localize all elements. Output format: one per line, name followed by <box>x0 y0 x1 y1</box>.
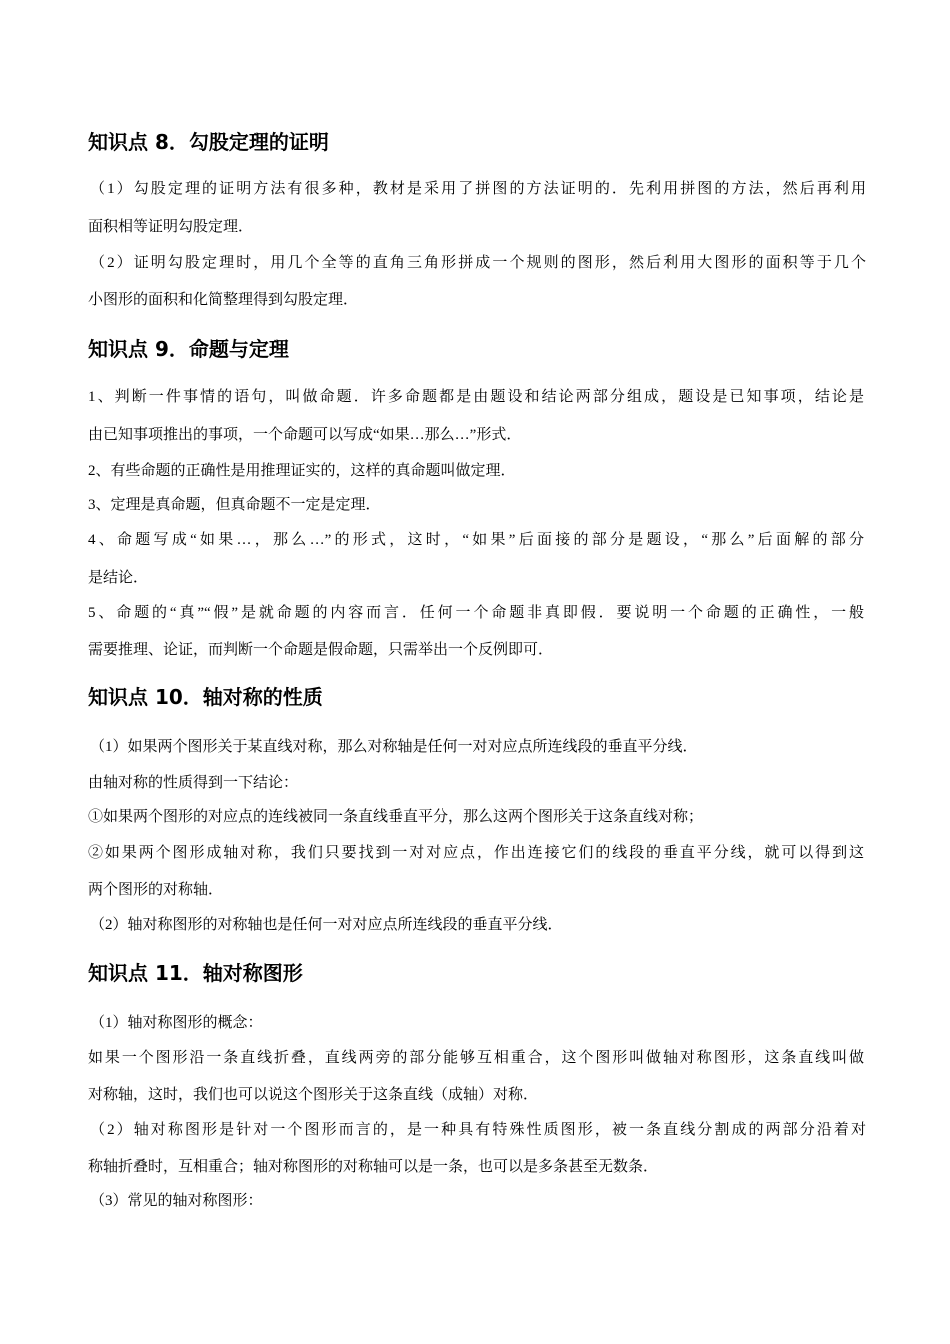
section-11-line-5: 称轴折叠时，互相重合；轴对称图形的对称轴可以是一条，也可以是多条甚至无数条． <box>88 1159 659 1175</box>
section-10-line-6: （2）轴对称图形的对称轴也是任何一对对应点所连线段的垂直平分线． <box>90 917 563 933</box>
section-11-line-4: （2）轴对称图形是针对一个图形而言的，是一种具有特殊性质图形，被一条直线分割成的两部分沿着对 <box>90 1122 866 1138</box>
section-9-line-7: 5、命题的“真”“假”是就命题的内容而言．任何一个命题非真即假．要说明一个命题的正确性，一般 <box>88 605 864 621</box>
section-10-heading: 知识点 10．轴对称的性质 <box>88 685 323 709</box>
section-11-line-3: 对称轴，这时，我们也可以说这个图形关于这条直线（成轴）对称． <box>88 1087 539 1103</box>
section-9-line-3: 2、有些命题的正确性是用推理证实的，这样的真命题叫做定理． <box>88 463 516 479</box>
section-10-line-4: ②如果两个图形成轴对称，我们只要找到一对对应点，作出连接它们的线段的垂直平分线，就可以得到这 <box>88 845 864 861</box>
section-9-heading: 知识点 9．命题与定理 <box>88 337 289 361</box>
section-9-line-1: 1、判断一件事情的语句，叫做命题．许多命题都是由题设和结论两部分组成，题设是已知事项，结论是 <box>88 389 864 405</box>
section-10-line-1: （1）如果两个图形关于某直线对称，那么对称轴是任何一对对应点所连线段的垂直平分线． <box>90 739 698 755</box>
section-8-line-2: 面积相等证明勾股定理． <box>88 219 254 235</box>
section-11-line-1: （1）轴对称图形的概念： <box>90 1015 263 1031</box>
section-8-line-1: （1）勾股定理的证明方法有很多种，教材是采用了拼图的方法证明的．先利用拼图的方法，然后再利用 <box>90 181 866 197</box>
section-9-line-2: 由已知事项推出的事项，一个命题可以写成“如果…那么…”形式． <box>88 427 522 443</box>
section-8-line-3: （2）证明勾股定理时，用几个全等的直角三角形拼成一个规则的图形，然后利用大图形的面积等于几个 <box>90 255 866 271</box>
section-9-line-8: 需要推理、论证，而判断一个命题是假命题，只需举出一个反例即可． <box>88 642 554 658</box>
section-10-line-2: 由轴对称的性质得到一下结论： <box>88 775 299 791</box>
section-10-line-3: ①如果两个图形的对应点的连线被同一条直线垂直平分，那么这两个图形关于这条直线对称； <box>88 809 704 825</box>
section-9-line-4: 3、定理是真命题，但真命题不一定是定理． <box>88 497 381 513</box>
section-8-heading: 知识点 8．勾股定理的证明 <box>88 130 329 154</box>
section-9-line-5: 4、命题写成“如果…，那么…”的形式，这时，“如果”后面接的部分是题设，“那么”后面解的部分 <box>88 532 864 548</box>
section-11-line-6: （3）常见的轴对称图形： <box>90 1193 263 1209</box>
section-9-line-6: 是结论． <box>88 570 149 586</box>
section-11-heading: 知识点 11．轴对称图形 <box>88 961 303 985</box>
section-8-line-4: 小图形的面积和化简整理得到勾股定理． <box>88 292 359 308</box>
section-11-line-2: 如果一个图形沿一条直线折叠，直线两旁的部分能够互相重合，这个图形叫做轴对称图形，这条直线叫做 <box>88 1050 864 1066</box>
section-10-line-5: 两个图形的对称轴． <box>88 882 224 898</box>
